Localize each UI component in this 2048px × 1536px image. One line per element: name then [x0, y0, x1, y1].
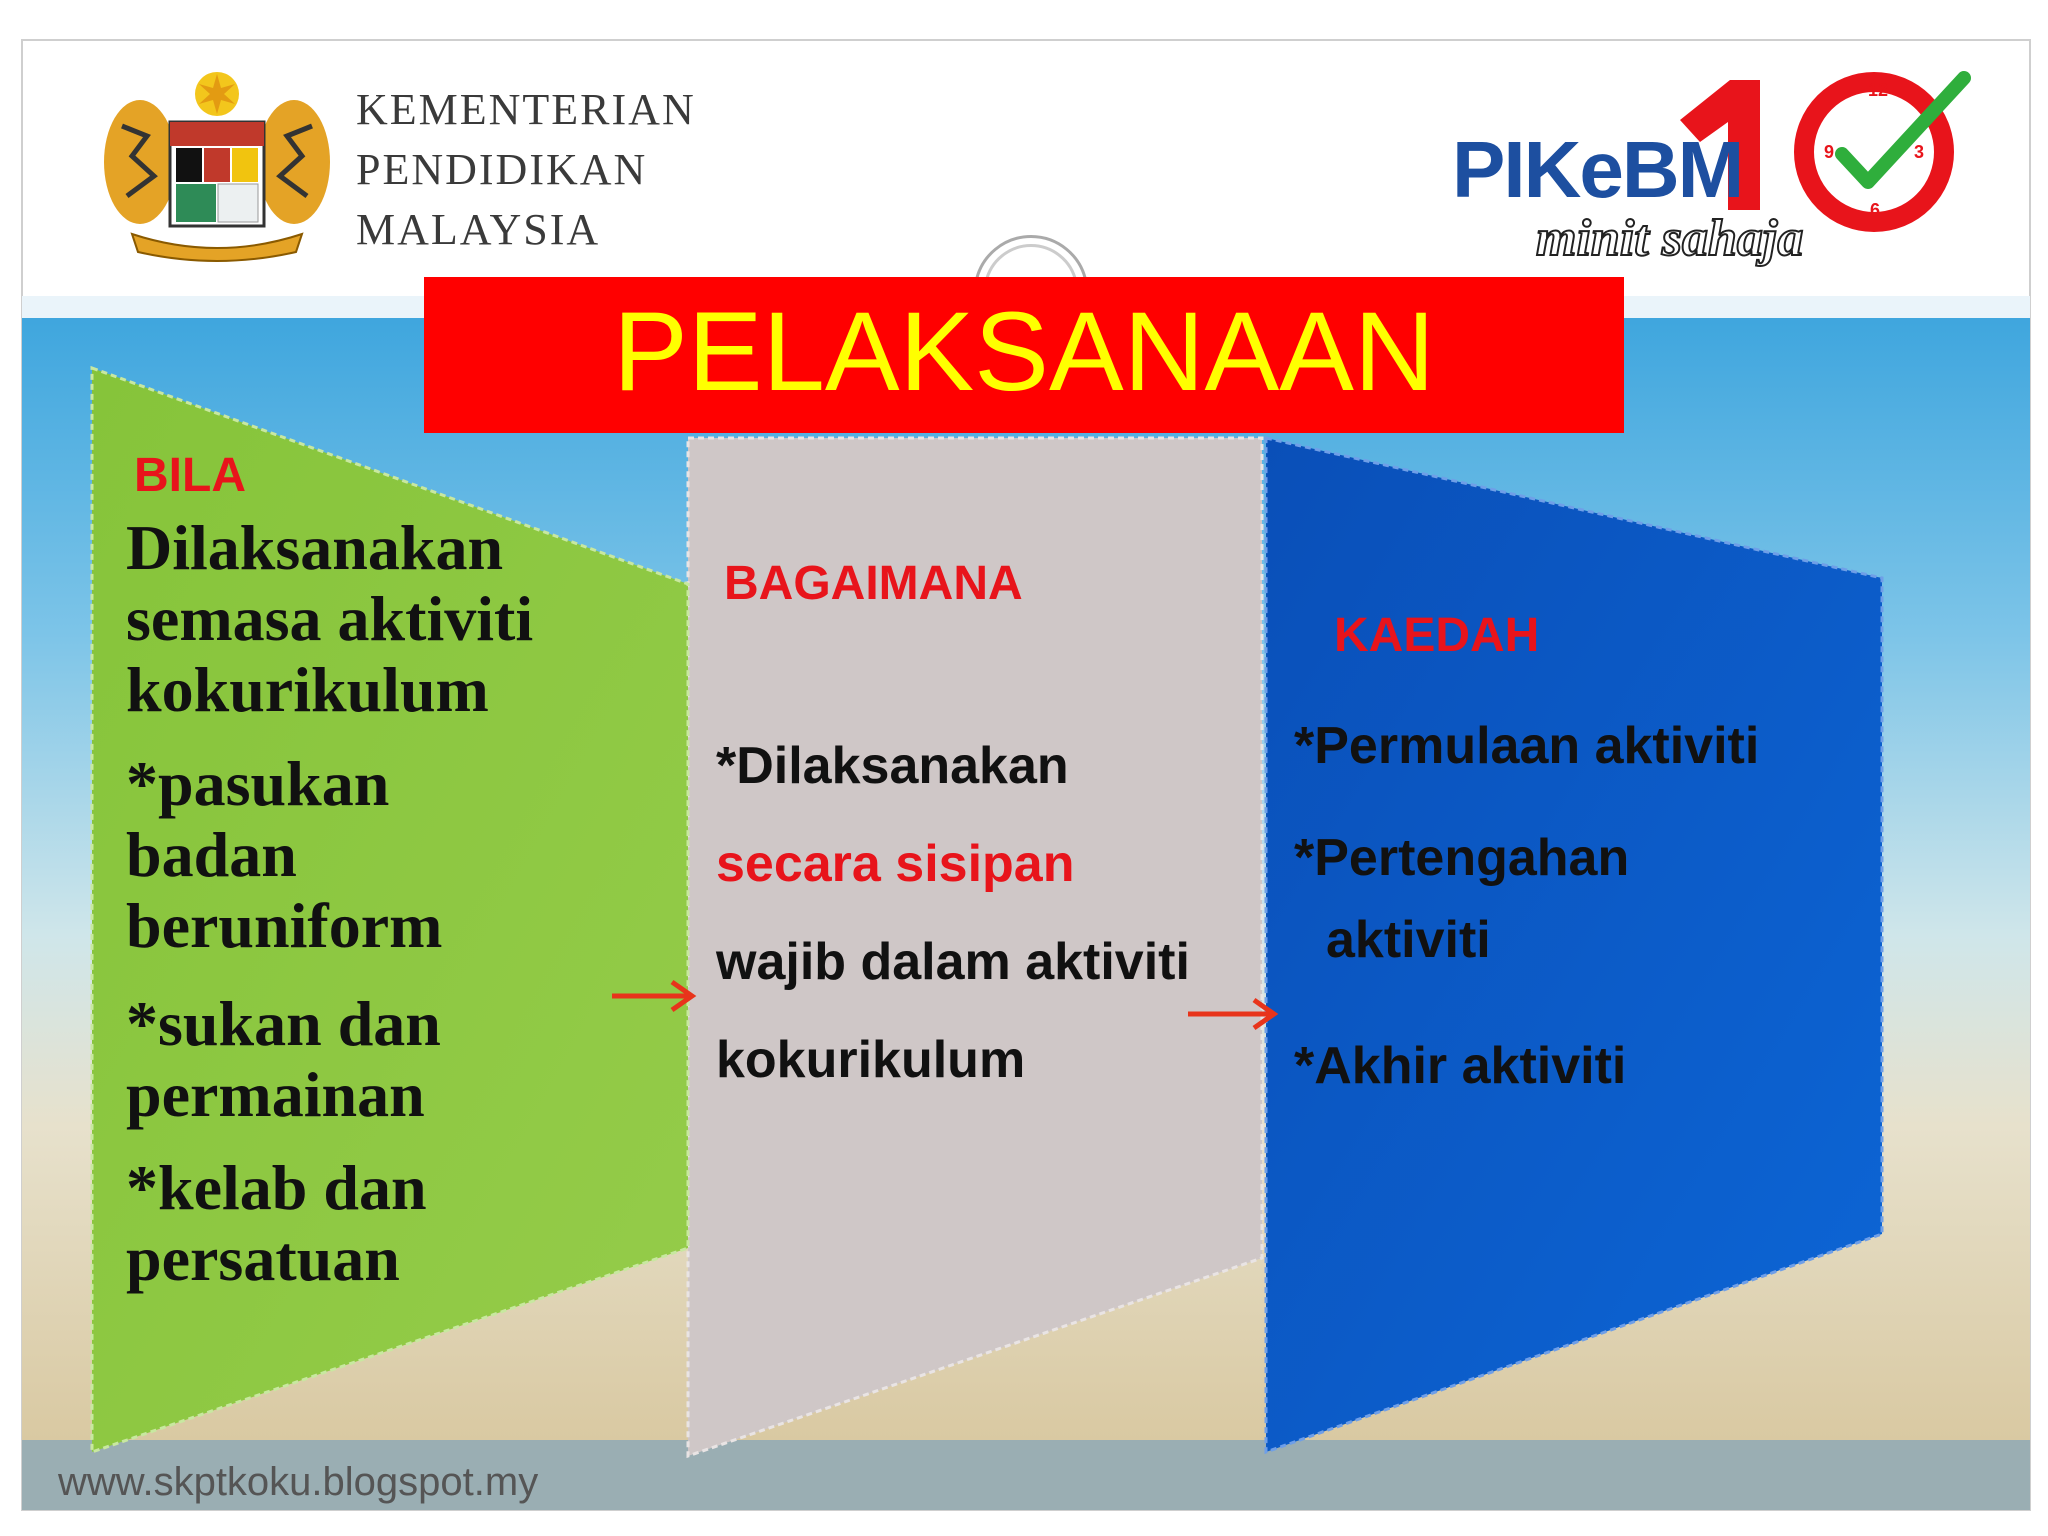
svg-text:3: 3 [1914, 142, 1925, 162]
bagaimana-heading: BAGAIMANA [724, 557, 1023, 610]
kaedah-line: aktiviti [1326, 911, 1491, 969]
bagaimana-line: secara sisipan [716, 835, 1075, 893]
svg-text:9: 9 [1824, 142, 1835, 162]
ministry-line-1: KEMENTERIAN [356, 85, 696, 134]
bagaimana-line: wajib dalam aktiviti [716, 933, 1190, 991]
kaedah-line: *Permulaan aktiviti [1294, 717, 1760, 775]
bila-line: *kelab dan [126, 1152, 427, 1223]
kaedah-line: *Akhir aktiviti [1294, 1037, 1627, 1095]
bila-line: beruniform [126, 890, 443, 961]
bila-line: kokurikulum [126, 654, 489, 725]
bila-line: *sukan dan [126, 988, 441, 1059]
bagaimana-line: *Dilaksanakan [716, 737, 1069, 795]
svg-text:6: 6 [1870, 200, 1881, 220]
bila-line: semasa aktiviti [126, 583, 534, 654]
footer-url[interactable]: www.skptkoku.blogspot.my [58, 1460, 539, 1504]
bila-line: Dilaksanakan [126, 512, 504, 583]
svg-text:12: 12 [1868, 80, 1889, 100]
kaedah-heading: KAEDAH [1334, 609, 1540, 662]
ministry-line-2: PENDIDIKAN [356, 145, 648, 194]
bila-line: permainan [126, 1059, 425, 1130]
kaedah-line: *Pertengahan [1294, 829, 1630, 887]
page-title: PELAKSANAAN [613, 289, 1435, 414]
bila-line: persatuan [126, 1223, 400, 1294]
bila-line: *pasukan [126, 748, 390, 819]
bila-line: badan [126, 819, 297, 890]
logo-tagline: minit sahaja [1536, 210, 1804, 267]
bagaimana-line: kokurikulum [716, 1031, 1026, 1089]
ministry-line-3: MALAYSIA [356, 205, 601, 254]
bila-heading: BILA [134, 449, 246, 502]
logo-brand: PIKeBM [1452, 125, 1743, 214]
